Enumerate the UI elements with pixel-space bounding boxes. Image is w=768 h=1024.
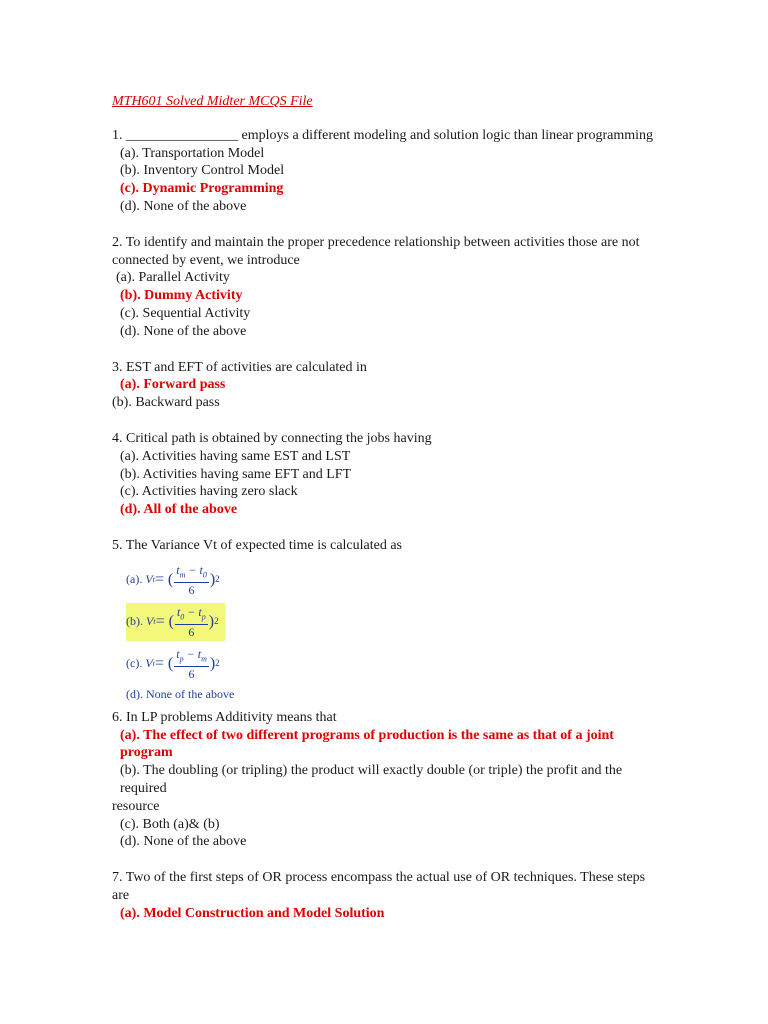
option-a: (a). Transportation Model [120, 145, 265, 161]
question-stem: 2. To identify and maintain the proper precedence relationship between activities those are not connected by event, we introduce [112, 234, 640, 268]
option-b: (b). Activities having same EFT and LFT [120, 466, 352, 482]
question-stem: 1. ________________ employs a different modeling and solution logic than linear programming [112, 127, 653, 143]
question-4 [112, 430, 657, 519]
correct-option-a: (a). Model Construction and Model Solution [120, 905, 385, 921]
question-6 [112, 709, 657, 851]
question-1 [112, 127, 657, 216]
formula-list [126, 559, 657, 703]
option-b: (b). Backward pass [112, 395, 220, 411]
fraction: $\frac{t_0 - t_p}{6}$ [176, 604, 206, 639]
formula-b-highlighted: (b). V t = ( $\frac{t_0 - t_p}{6}$ ) 2 [126, 601, 657, 643]
correct-option-a: (a). Forward pass [120, 377, 226, 393]
question-stem: 4. Critical path is obtained by connecting the jobs having [112, 430, 432, 446]
question-stem: 3. EST and EFT of activities are calculated in [112, 359, 367, 375]
option-c: (c). Sequential Activity [120, 305, 251, 321]
option-a: (a). Activities having same EST and LST [120, 448, 351, 464]
formula-a: (a). V t = ( $\frac{t_m - t_0}{6}$ ) 2 [126, 562, 220, 597]
correct-option-d: (d). All of the above [120, 502, 238, 518]
option-d: (d). None of the above [120, 323, 247, 339]
document-title: MTH601 Solved Midter MCQS File [112, 94, 313, 109]
option-d: (d). None of the above [120, 834, 247, 850]
option-a: (a). Parallel Activity [116, 270, 230, 286]
option-c: (c). Activities having zero slack [120, 484, 298, 500]
option-b: (b). Inventory Control Model [120, 163, 285, 179]
option-b: (b). The doubling (or tripling) the product will exactly double (or triple) the profit and the required [120, 763, 623, 796]
question-7 [112, 869, 657, 922]
correct-option-a: (a). The effect of two different programs of production is the same as that of a joint program [120, 727, 614, 761]
document-page [112, 93, 657, 941]
option-c: (c). Both (a)& (b) [120, 816, 220, 832]
question-stem: 6. In LP problems Additivity means that [112, 709, 337, 725]
formula-option-d: (d). None of the above [126, 686, 235, 701]
question-stem: 7. Two of the first steps of OR process encompass the actual use of OR techniques. These steps are [112, 870, 646, 903]
question-3 [112, 359, 657, 412]
formula-c: (c). V t = ( $\frac{t_p - t_m}{6}$ ) 2 [126, 646, 220, 681]
correct-option-c: (c). Dynamic Programming [120, 181, 284, 197]
question-2 [112, 234, 657, 341]
question-stem: 5. The Variance Vt of expected time is calculated as [112, 537, 403, 553]
correct-option-b: (b). Dummy Activity [120, 288, 243, 304]
fraction: $\frac{t_m - t_0}{6}$ [176, 562, 207, 597]
option-d: (d). None of the above [120, 198, 247, 214]
fraction: $\frac{t_p - t_m}{6}$ [176, 646, 207, 681]
option-b-continued: resource [112, 798, 160, 814]
question-5 [112, 537, 657, 703]
